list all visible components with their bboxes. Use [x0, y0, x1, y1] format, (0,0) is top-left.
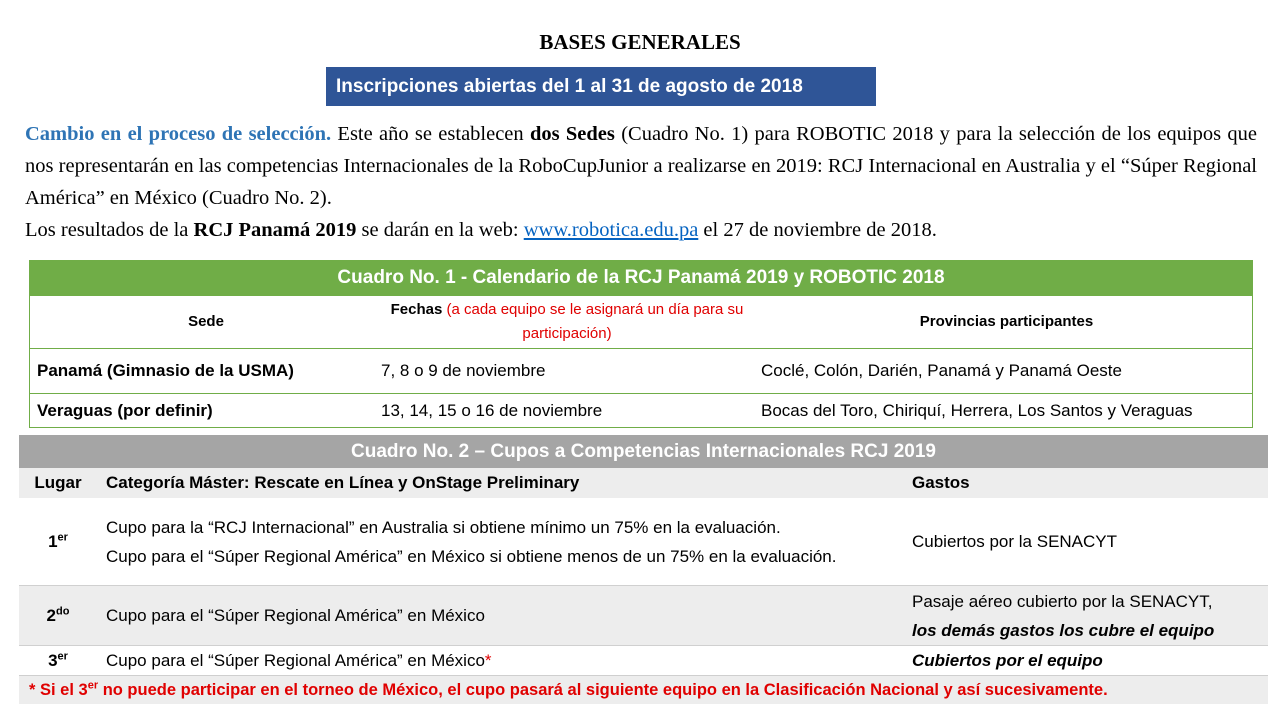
calendar-table-header-row	[30, 295, 1252, 348]
cell-lugar	[19, 527, 97, 556]
intro-bold-sedes: dos Sedes	[529, 123, 615, 145]
page-title: BASES GENERALES	[539, 30, 741, 54]
categoria-line-2: Cupo para el “Súper Regional América” en México si obtiene menos de un 75% en la evaluación.	[106, 546, 837, 566]
cell-gastos: Cubiertos por el equipo	[912, 651, 1103, 670]
cell-categoria	[97, 513, 902, 571]
lugar-suffix: er	[57, 650, 68, 663]
gastos-line-1: Pasaje aéreo cubierto por la SENACYT,	[912, 591, 1213, 611]
lugar-suffix: do	[56, 605, 70, 618]
header-lugar: Lugar	[34, 473, 82, 492]
footnote-text-1: * Si el 3	[29, 681, 88, 699]
header-fechas-label: Fechas	[390, 301, 443, 318]
quota-table	[19, 435, 1268, 704]
quota-table-header-row	[19, 468, 1268, 498]
cell-provincias: Coclé, Colón, Darién, Panamá y Panamá Oeste	[761, 361, 1122, 380]
cell-fechas: 7, 8 o 9 de noviembre	[381, 361, 546, 380]
table-row	[19, 498, 1268, 585]
cell-categoria	[97, 646, 902, 675]
intro-highlight: Cambio en el proceso de selección.	[25, 123, 332, 145]
header-fechas-note: (a cada equipo se le asignará un día para su participación)	[442, 301, 744, 342]
intro-text-1: Este año se establecen	[331, 123, 530, 145]
calendar-table-title: Cuadro No. 1 - Calendario de la RCJ Panamá 2019 y ROBOTIC 2018	[30, 261, 1252, 295]
cell-fechas: 13, 14, 15 o 16 de noviembre	[381, 401, 603, 420]
intro-text-2: (Cuadro No. 1) para ROBOTIC 2018 y para la selección de los equipos que nos representarán en las competencias Internacionales de la RoboCupJunior a realizarse en 2019: RCJ Internacional en Australia y el “Súper Regional América” en México (Cuadro No. 2).	[25, 123, 1258, 209]
cell-sede: Panamá (Gimnasio de la USMA)	[37, 361, 294, 380]
table-row	[19, 585, 1268, 645]
table-row	[19, 645, 1268, 675]
table-row	[30, 348, 1252, 393]
calendar-table	[29, 260, 1253, 428]
header-fechas	[375, 296, 753, 348]
registration-banner: Inscripciones abiertas del 1 al 31 de agosto de 2018	[326, 67, 876, 106]
results-text-1: Los resultados de la	[25, 219, 194, 241]
results-line	[25, 214, 1257, 246]
lugar-number: 3	[48, 651, 58, 670]
footnote	[19, 675, 1268, 704]
lugar-number: 2	[46, 606, 56, 625]
lugar-suffix: er	[57, 531, 68, 544]
gastos-line-2: los demás gastos los cubre el equipo	[912, 620, 1215, 640]
lugar-number: 1	[48, 532, 58, 551]
cell-categoria: Cupo para el “Súper Regional América” en México	[106, 606, 485, 625]
header-sede: Sede	[188, 313, 224, 330]
categoria-text: Cupo para el “Súper Regional América” en México	[106, 651, 485, 670]
header-provincias: Provincias participantes	[919, 313, 1094, 330]
cell-gastos: Cubiertos por la SENACYT	[912, 532, 1118, 551]
asterisk-mark: *	[484, 651, 492, 670]
quota-table-title: Cuadro No. 2 – Cupos a Competencias Internacionales RCJ 2019	[19, 435, 1268, 468]
cell-lugar	[19, 601, 97, 630]
results-text-2: se darán en la web:	[356, 219, 524, 241]
cell-lugar	[19, 646, 97, 675]
results-bold: RCJ Panamá 2019	[193, 219, 357, 241]
intro-paragraph	[25, 118, 1257, 246]
cell-sede: Veraguas (por definir)	[37, 401, 213, 420]
website-link[interactable]: www.robotica.edu.pa	[523, 219, 699, 241]
cell-provincias: Bocas del Toro, Chiriquí, Herrera, Los Santos y Veraguas	[761, 401, 1193, 420]
header-gastos: Gastos	[912, 473, 970, 492]
categoria-line-1: Cupo para la “RCJ Internacional” en Australia si obtiene mínimo un 75% en la evaluación.	[106, 517, 781, 537]
header-categoria: Categoría Máster: Rescate en Línea y OnStage Preliminary	[106, 473, 580, 492]
cell-gastos	[902, 587, 1268, 645]
results-text-3: el 27 de noviembre de 2018.	[698, 219, 937, 241]
table-row	[30, 393, 1252, 427]
footnote-text-2: no puede participar en el torneo de México, el cupo pasará al siguiente equipo en la Clasificación Nacional y así sucesivamente.	[98, 681, 1108, 699]
footnote-suffix: er	[87, 679, 99, 692]
